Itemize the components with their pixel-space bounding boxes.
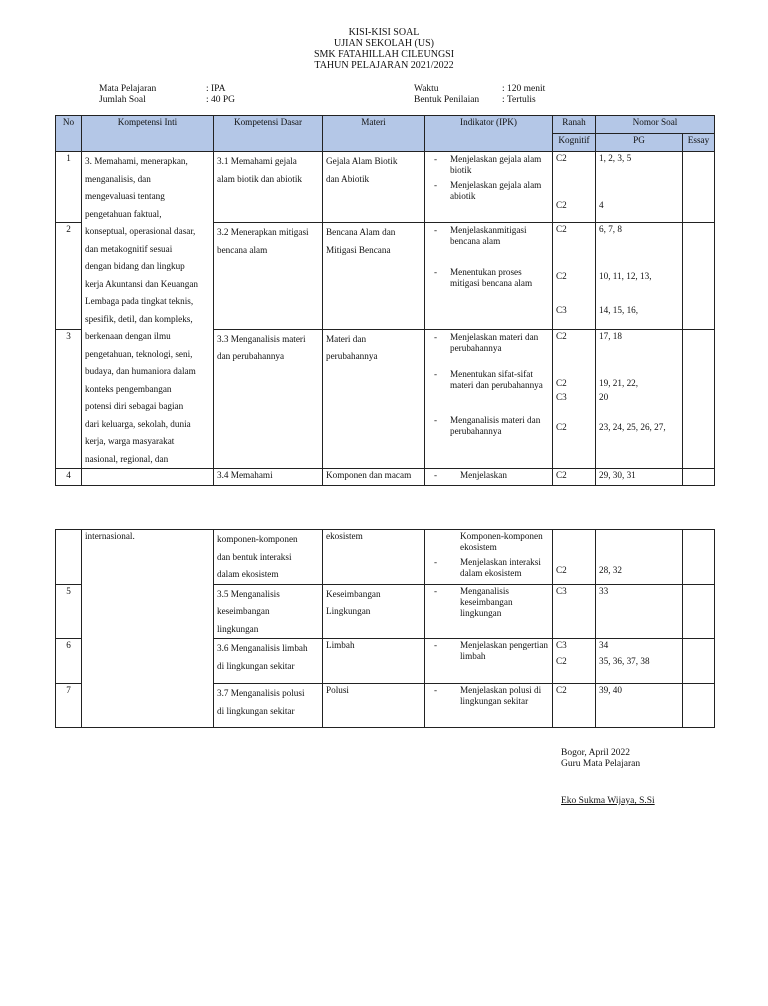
pg-value: 14, 15, 16, (599, 305, 639, 316)
col-kognitif: Kognitif (553, 134, 596, 152)
col-materi: Materi (323, 116, 425, 152)
ranah-value: C2 (556, 330, 567, 341)
materi-line: perubahannya (326, 351, 378, 362)
table-row (56, 530, 715, 585)
ranah-value: C2 (556, 565, 567, 575)
row-number: 1 (56, 152, 82, 223)
indikator (425, 639, 553, 684)
kompetensi-dasar (214, 223, 323, 330)
ki-line: kerja Akuntansi dan Keuangan (85, 278, 199, 289)
materi-line: Mitigasi Bencana (326, 244, 391, 255)
table-row (56, 152, 715, 223)
grid-table-part1 (55, 115, 715, 486)
materi-line: Bencana Alam dan (326, 227, 396, 238)
ranah-value: C3 (556, 640, 567, 650)
ranah-value: C3 (556, 391, 567, 402)
question-count-value: : 40 PG (206, 95, 236, 105)
row-number: 5 (56, 584, 82, 639)
row-number: 4 (56, 469, 82, 486)
indicator-item: - Menentukan proses mitigasi bencana alam (428, 267, 549, 289)
ki-line: dan metakognitif sesuai (85, 243, 173, 254)
ranah-value: C3 (556, 305, 567, 316)
kd-line: keseimbangan (217, 606, 270, 616)
pg-numbers (596, 530, 683, 585)
kd-line: 3.3 Menganalisis materi (217, 333, 306, 344)
ranah-value: C2 (556, 377, 567, 388)
ki-line: spesifik, detil, dan kompleks, (85, 313, 193, 324)
place-date: Bogor, April 2022 (561, 748, 631, 758)
ranah-value: C2 (553, 684, 596, 728)
essay-cell (683, 684, 715, 728)
essay-cell (683, 584, 715, 639)
materi: ekosistem (323, 530, 425, 585)
indicator-item: - Menjelaskanmitigasi bencana alam (428, 225, 549, 247)
materi (323, 329, 425, 468)
assessment-value: : Tertulis (502, 95, 536, 105)
ki-line: dari keluarga, sekolah, dunia (85, 418, 191, 429)
ranah-kognitif (553, 329, 596, 468)
kd-line: 3.7 Menganalisis polusi (217, 688, 305, 698)
kompetensi-dasar (214, 639, 323, 684)
pg-value: 1, 2, 3, 5 (599, 153, 632, 163)
pg-numbers (596, 639, 683, 684)
indicator-item: - Menjelaskan pengertian limbah (428, 640, 549, 662)
materi-line: Gejala Alam Biotik (326, 156, 398, 166)
indikator (425, 584, 553, 639)
indicator-item: - Menganalisis keseimbangan lingkungan (428, 586, 549, 619)
pg-value: 10, 11, 12, 13, (599, 271, 652, 282)
ki-line: potensi diri sebagai bagian (85, 401, 184, 411)
ranah-value: C2 (556, 271, 567, 282)
col-ranah: Ranah (553, 116, 596, 134)
materi (323, 584, 425, 639)
teacher-role: Guru Mata Pelajaran (561, 759, 641, 769)
ki-line: nasional, regional, dan (85, 453, 169, 464)
pg-value: 6, 7, 8 (599, 224, 622, 235)
pg-numbers (596, 152, 683, 223)
essay-cell (683, 530, 715, 585)
row-number: 3 (56, 329, 82, 468)
ranah-kognitif (553, 530, 596, 585)
time-value: : 120 menit (502, 84, 546, 94)
materi: Polusi (323, 684, 425, 728)
ki-line: Lembaga pada tingkat teknis, (85, 296, 194, 306)
pg-value: 19, 21, 22, (599, 377, 639, 388)
ki-line: pengetahuan faktual, (85, 208, 162, 219)
indikator (425, 530, 553, 585)
col-no: No (56, 116, 82, 152)
pg-numbers (596, 329, 683, 468)
ki-line: dengan bidang dan lingkup (85, 261, 185, 271)
indicator-item: - Menentukan sifat-sifat materi dan perubahannya (428, 369, 549, 391)
ki-line: 3. Memahami, menerapkan, (85, 156, 188, 166)
ranah-value: C3 (553, 584, 596, 639)
question-count-label: Jumlah Soal (99, 95, 146, 105)
pg-value: 35, 36, 37, 38 (599, 656, 650, 666)
materi (323, 223, 425, 330)
materi: Limbah (323, 639, 425, 684)
subject-value: : IPA (206, 84, 226, 94)
row-number (56, 530, 82, 585)
pg-value: 28, 32 (599, 565, 622, 575)
essay-cell (683, 152, 715, 223)
indikator (425, 223, 553, 330)
ki-line: pengetahuan, teknologi, seni, (85, 348, 193, 359)
exam-name: UJIAN SEKOLAH (US) (334, 38, 434, 49)
kd-line: komponen-komponen (217, 534, 298, 544)
doc-title: KISI-KISI SOAL (348, 27, 420, 38)
essay-cell (683, 329, 715, 468)
kd-line: dan bentuk interaksi (217, 551, 292, 562)
kompetensi-dasar: 3.4 Memahami (214, 469, 323, 486)
pg-value: 34 (599, 640, 609, 650)
ranah-value: C2 (556, 421, 567, 432)
indicator-item: - Menganalisis materi dan perubahannya (428, 415, 549, 437)
ki-line: menganalisis, dan (85, 173, 151, 184)
materi: Komponen dan macam (323, 469, 425, 486)
indikator (425, 152, 553, 223)
kd-line: bencana alam (217, 244, 268, 255)
kompetensi-inti (82, 152, 214, 469)
col-kd: Kompetensi Dasar (214, 116, 323, 152)
kd-line: 3.1 Memahami gejala (217, 156, 297, 166)
materi-line: Lingkungan (326, 606, 371, 616)
col-essay: Essay (683, 134, 715, 152)
col-pg: PG (596, 134, 683, 152)
kompetensi-dasar (214, 152, 323, 223)
ki-empty (82, 469, 214, 486)
indicator-item: - Menjelaskan interaksi dalam ekosistem (428, 557, 549, 579)
kd-line: 3.5 Menganalisis (217, 588, 280, 599)
ranah-kognitif (553, 639, 596, 684)
assessment-label: Bentuk Penilaian (414, 95, 480, 105)
kd-line: 3.2 Menerapkan mitigasi (217, 227, 309, 238)
pg-value: 23, 24, 25, 26, 27, (599, 421, 666, 432)
indikator (425, 684, 553, 728)
indikator (425, 469, 553, 486)
pg-numbers (596, 223, 683, 330)
indicator-item: - Menjelaskan materi dan perubahannya (428, 332, 549, 354)
ki-line: kerja, warga masyarakat (85, 436, 175, 446)
ki-line: berkenaan dengan ilmu (85, 331, 171, 341)
kd-line: alam biotik dan abiotik (217, 173, 302, 184)
kompetensi-dasar (214, 584, 323, 639)
school-year: TAHUN PELAJARAN 2021/2022 (314, 60, 454, 71)
kompetensi-inti: internasional. (82, 530, 214, 728)
indicator-item: Komponen-komponen ekosistem (460, 531, 543, 552)
indicator-item: - Menjelaskan gejala alam abiotik (428, 180, 549, 202)
kompetensi-dasar (214, 684, 323, 728)
ranah-value: C2 (556, 200, 567, 210)
materi-line: Materi dan (326, 333, 367, 344)
col-ipk: Indikator (IPK) (425, 116, 553, 152)
essay-cell (683, 639, 715, 684)
ki-line: konteks pengembangan (85, 383, 172, 394)
kompetensi-dasar (214, 329, 323, 468)
table-row (56, 469, 715, 486)
ranah-value: C2 (556, 224, 567, 235)
ranah-value: C2 (556, 656, 567, 666)
ranah-value: C2 (553, 469, 596, 486)
pg-value: 33 (596, 584, 683, 639)
col-ki: Kompetensi Inti (82, 116, 214, 152)
row-number: 6 (56, 639, 82, 684)
indikator (425, 329, 553, 468)
grid-table-part2 (55, 529, 715, 728)
kd-line: dalam ekosistem (217, 569, 279, 579)
row-number: 7 (56, 684, 82, 728)
kompetensi-dasar (214, 530, 323, 585)
subject-label: Mata Pelajaran (99, 84, 157, 94)
kd-line: dan perubahannya (217, 351, 285, 362)
kd-line: di lingkungan sekitar (217, 660, 295, 671)
materi-line: Keseimbangan (326, 588, 381, 599)
ranah-kognitif (553, 152, 596, 223)
essay-cell (683, 223, 715, 330)
indicator-item: - Menjelaskan gejala alam biotik (428, 154, 549, 176)
ranah-kognitif (553, 223, 596, 330)
indicator-item: - Menjelaskan (428, 470, 549, 481)
kd-line: 3.6 Menganalisis limbah (217, 643, 308, 653)
ki-line: budaya, dan humaniora dalam (85, 366, 196, 376)
indicator-item: - Menjelaskan polusi di lingkungan sekitar (428, 685, 549, 707)
pg-value: 29, 30, 31 (596, 469, 683, 486)
materi (323, 152, 425, 223)
ki-line: konseptual, operasional dasar, (85, 226, 196, 236)
row-number: 2 (56, 223, 82, 330)
time-label: Waktu (414, 84, 439, 94)
pg-value: 4 (599, 200, 604, 210)
ranah-value: C2 (556, 153, 567, 163)
ki-line: mengevaluasi tentang (85, 191, 165, 201)
pg-value: 39, 40 (596, 684, 683, 728)
pg-value: 17, 18 (599, 330, 622, 341)
kd-line: di lingkungan sekitar (217, 705, 295, 716)
pg-value: 20 (599, 391, 609, 402)
essay-cell (683, 469, 715, 486)
school-name: SMK FATAHILLAH CILEUNGSI (313, 49, 455, 60)
kd-line: lingkungan (217, 623, 259, 634)
col-nomor-soal: Nomor Soal (596, 116, 715, 134)
teacher-name: Eko Sukma Wijaya, S.Si (561, 796, 655, 806)
materi-line: dan Abiotik (326, 173, 370, 184)
